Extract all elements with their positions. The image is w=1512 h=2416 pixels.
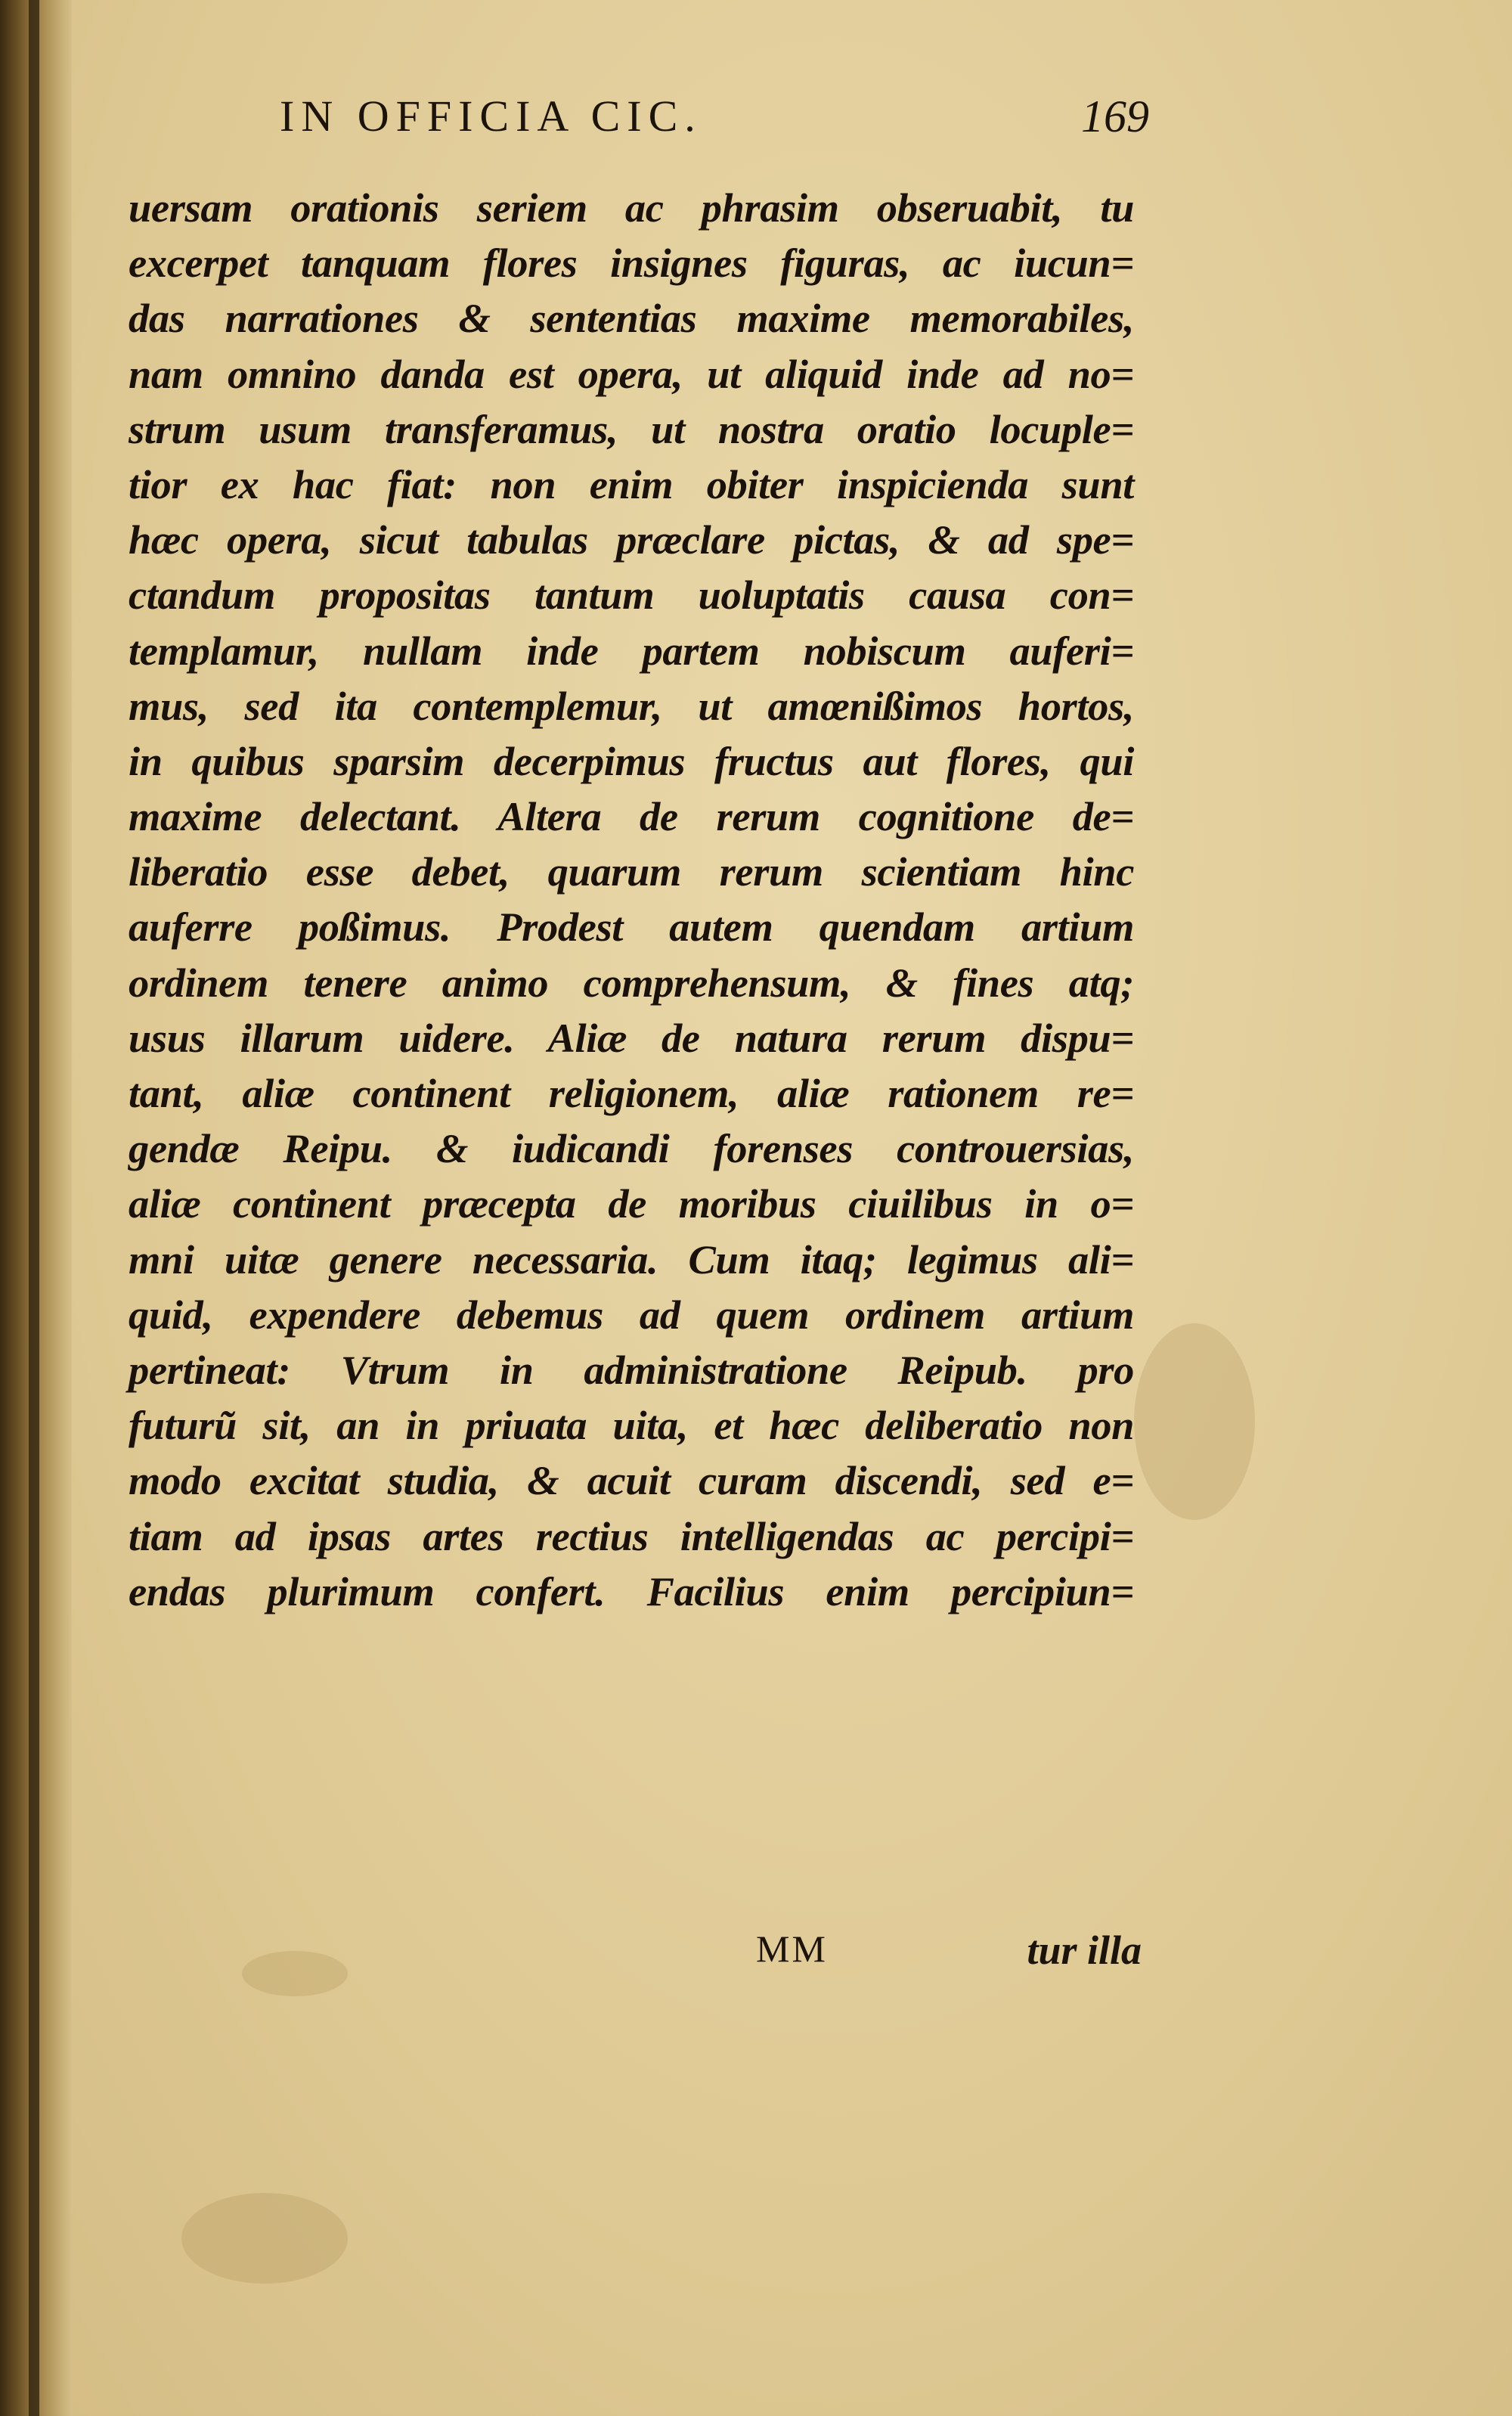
text-line: ordinem tenere animo comprehensum, & fines atq; bbox=[129, 959, 1134, 1006]
text-line: modo excitat studia, & acuit curam discendi, sed e= bbox=[129, 1457, 1134, 1504]
text-line: uersam orationis seriem ac phrasim obseruabit, tu bbox=[129, 185, 1134, 231]
binding-edge bbox=[29, 0, 39, 2416]
text-line: ctandum propositas tantum uoluptatis causa con= bbox=[129, 572, 1134, 619]
text-line: liberatio esse debet, quarum rerum scientiam hinc bbox=[129, 848, 1134, 895]
running-title: IN OFFICIA CIC. bbox=[280, 91, 702, 141]
text-line: mni uitæ genere necessaria. Cum itaq; legimus ali= bbox=[129, 1236, 1134, 1282]
text-line: maxime delectant. Altera de rerum cognitione de= bbox=[129, 793, 1134, 840]
text-line: strum usum transferamus, ut nostra oratio locuple= bbox=[129, 405, 1134, 452]
text-line: in quibus sparsim decerpimus fructus aut flores, qui bbox=[129, 737, 1134, 784]
text-line: tant, aliæ continent religionem, aliæ rationem re= bbox=[129, 1070, 1134, 1116]
page-footer bbox=[756, 1927, 1142, 1987]
text-line: futurũ sit, an in priuata uita, et hæc deliberatio non bbox=[129, 1402, 1134, 1449]
page-number: 169 bbox=[1081, 91, 1149, 141]
page-header bbox=[280, 91, 1149, 159]
text-line: endas plurimum confert. Facilius enim percipiun= bbox=[129, 1568, 1134, 1614]
text-line: pertineat: Vtrum in administratione Reipub. pro bbox=[129, 1346, 1134, 1393]
text-line: templamur, nullam inde partem nobiscum auferi= bbox=[129, 627, 1134, 674]
text-line: das narrationes & sententias maxime memorabiles, bbox=[129, 295, 1134, 342]
text-line: tiam ad ipsas artes rectius intelligendas ac percipi= bbox=[129, 1512, 1134, 1559]
text-line: nam omnino danda est opera, ut aliquid inde ad no= bbox=[129, 350, 1134, 397]
catchword: tur illa bbox=[1027, 1928, 1142, 1973]
text-line: hæc opera, sicut tabulas præclare pictas, & ad spe= bbox=[129, 516, 1134, 563]
body-text bbox=[129, 180, 1134, 1619]
text-line: excerpet tanquam flores insignes figuras, ac iucun= bbox=[129, 240, 1134, 287]
paper-stain bbox=[181, 2193, 348, 2284]
paper-stain bbox=[242, 1951, 348, 1996]
paper-stain bbox=[1134, 1323, 1255, 1520]
text-line: usus illarum uidere. Aliæ de natura rerum dispu= bbox=[129, 1014, 1134, 1061]
text-line: aliæ continent præcepta de moribus ciuilibus in o= bbox=[129, 1180, 1134, 1227]
signature-mark: MM bbox=[756, 1928, 828, 1970]
text-line: quid, expendere debemus ad quem ordinem artium bbox=[129, 1291, 1134, 1338]
text-line: gendæ Reipu. & iudicandi forenses controuersias, bbox=[129, 1125, 1134, 1172]
text-line: mus, sed ita contemplemur, ut amœnißimos hortos, bbox=[129, 682, 1134, 729]
text-line: tior ex hac fiat: non enim obiter inspicienda sunt bbox=[129, 461, 1134, 507]
text-line: auferre poßimus. Prodest autem quendam artium bbox=[129, 904, 1134, 951]
